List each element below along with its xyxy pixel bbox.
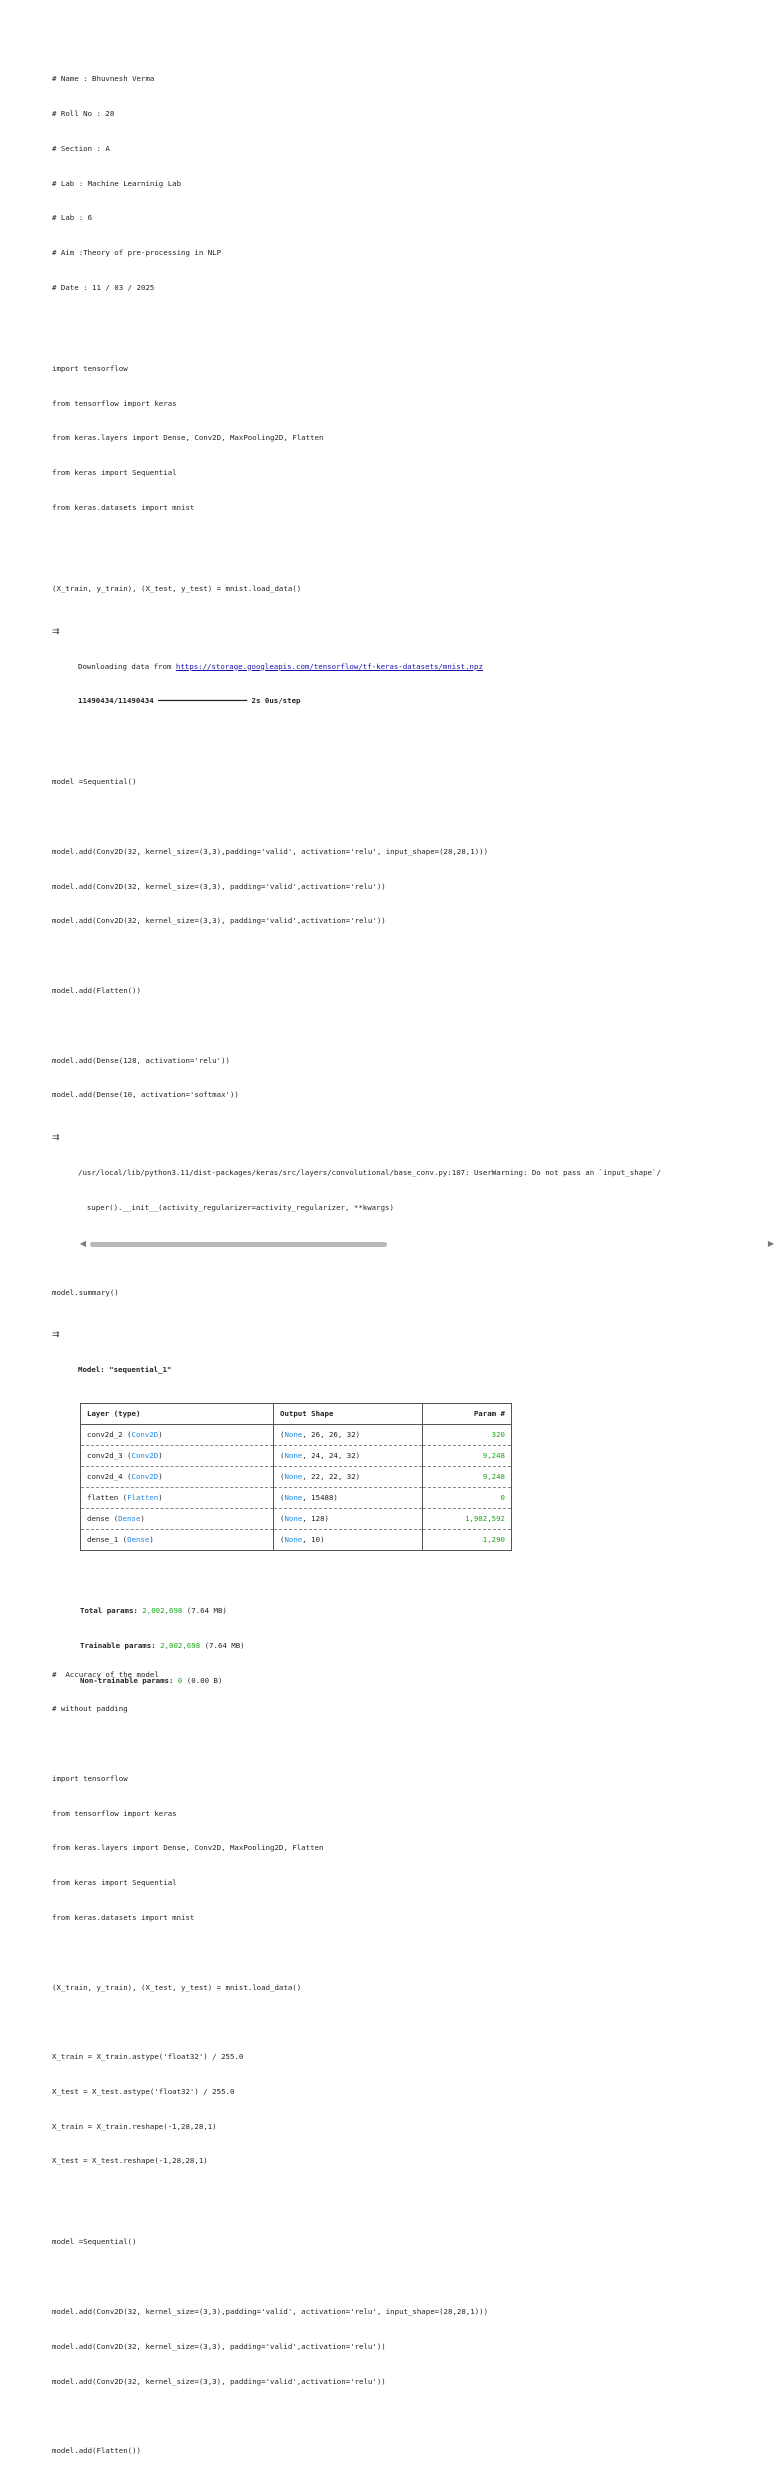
code-line: # Lab : Machine Learninig Lab <box>52 178 182 188</box>
total-params: Total params: 2,002,698 (7.64 MB) <box>80 1606 227 1616</box>
code-line: X_train = X_train.reshape(-1,28,28,1) <box>52 2121 217 2131</box>
code-line: X_test = X_test.reshape(-1,28,28,1) <box>52 2156 208 2166</box>
code-cell-imports[interactable] <box>52 340 742 537</box>
table-row: dense (Dense) (None, 128) 1,982,592 <box>81 1508 512 1529</box>
scroll-right-arrow-icon[interactable]: ▶ <box>767 1239 775 1249</box>
code-line: (X_train, y_train), (X_test, y_test) = mnist.load_data() <box>52 583 302 593</box>
code-line: from tensorflow import keras <box>52 1808 177 1818</box>
non-trainable-params: Non-trainable params: 0 (0.00 B) <box>80 1675 223 1685</box>
model-summary-table <box>80 1403 512 1551</box>
table-row: dense_1 (Dense) (None, 10) 1,290 <box>81 1529 512 1550</box>
code-cell-load-data[interactable] <box>52 560 742 618</box>
code-line: from keras.datasets import mnist <box>52 1912 195 1922</box>
code-cell-imports-2[interactable] <box>52 1750 742 2191</box>
code-line: from tensorflow import keras <box>52 398 177 408</box>
code-line: from keras.layers import Dense, Conv2D, MaxPooling2D, Flatten <box>52 433 324 443</box>
summary-title: Model: "sequential_1" <box>78 1365 172 1375</box>
code-line: model =Sequential() <box>52 2237 137 2247</box>
code-line: # Name : Bhuvnesh Verma <box>52 74 155 84</box>
code-line: from keras.layers import Dense, Conv2D, MaxPooling2D, Flatten <box>52 1843 324 1853</box>
warning-output <box>52 1132 742 1236</box>
code-line: model.add(Conv2D(32, kernel_size=(3,3),padding='valid', activation='relu', input_shape=(28,28,1))) <box>52 2306 489 2316</box>
output-icon[interactable]: ⇉ <box>52 626 60 637</box>
scroll-thumb[interactable] <box>90 1242 387 1247</box>
notebook-page <box>52 50 775 2480</box>
code-line: # Date : 11 / 03 / 2025 <box>52 282 155 292</box>
code-line: # Roll No : 28 <box>52 108 115 118</box>
code-line: X_train = X_train.astype('float32') / 255.0 <box>52 2052 244 2062</box>
code-cell-summary[interactable] <box>52 1263 742 1321</box>
code-line: import tensorflow <box>52 363 128 373</box>
column-header: Output Shape <box>274 1403 423 1424</box>
output-icon[interactable]: ⇉ <box>52 1133 60 1144</box>
code-line: from keras import Sequential <box>52 468 177 478</box>
code-cell-model-2[interactable] <box>52 2213 742 2480</box>
header-comments <box>52 50 742 317</box>
code-line: model.add(Conv2D(32, kernel_size=(3,3), padding='valid',activation='relu')) <box>52 881 386 891</box>
output-icon[interactable]: ⇉ <box>52 1330 60 1341</box>
horizontal-scrollbar[interactable] <box>78 1239 776 1249</box>
warning-line: /usr/local/lib/python3.11/dist-packages/keras/src/layers/convolutional/base_conv.py:107: UserWarning: Do not pass an `input_shape`/ <box>78 1167 661 1177</box>
code-line: model.add(Conv2D(32, kernel_size=(3,3), padding='valid',activation='relu')) <box>52 916 386 926</box>
scroll-left-arrow-icon[interactable]: ◀ <box>79 1239 87 1249</box>
code-line: # Section : A <box>52 143 110 153</box>
code-line: X_test = X_test.astype('float32') / 255.0 <box>52 2086 235 2096</box>
code-line: import tensorflow <box>52 1773 128 1783</box>
scroll-track[interactable] <box>90 1242 764 1247</box>
code-line: model.add(Conv2D(32, kernel_size=(3,3), padding='valid',activation='relu')) <box>52 2341 386 2351</box>
code-line: # Lab : 6 <box>52 213 93 223</box>
code-line: model.add(Flatten()) <box>52 985 141 995</box>
code-line: model.add(Dense(10, activation='softmax')) <box>52 1090 239 1100</box>
code-line: model.add(Conv2D(32, kernel_size=(3,3),padding='valid', activation='relu', input_shape=(28,28,1))) <box>52 846 489 856</box>
code-line: from keras.datasets import mnist <box>52 502 195 512</box>
table-header-row <box>81 1403 512 1424</box>
code-line: model.summary() <box>52 1287 119 1297</box>
download-line: Downloading data from https://storage.googleapis.com/tensorflow/tf-keras-datasets/mnist.npz <box>78 661 483 671</box>
table-row: conv2d_4 (Conv2D) (None, 22, 22, 32) 9,248 <box>81 1466 512 1487</box>
code-line: # without padding <box>52 1704 128 1714</box>
warning-line: super().__init__(activity_regularizer=activity_regularizer, **kwargs) <box>78 1202 394 1212</box>
download-output <box>52 626 742 730</box>
code-line: # Aim :Theory of pre-processing in NLP <box>52 248 222 258</box>
download-progress: 11490434/11490434 ━━━━━━━━━━━━━━━━━━━━ 2s 0us/step <box>78 696 301 706</box>
dataset-link[interactable]: https://storage.googleapis.com/tensorflow/tf-keras-datasets/mnist.npz <box>175 661 483 671</box>
code-line: model.add(Conv2D(32, kernel_size=(3,3), padding='valid',activation='relu')) <box>52 2376 386 2386</box>
code-line: model.add(Flatten()) <box>52 2446 141 2456</box>
table-row: flatten (Flatten) (None, 15488) 0 <box>81 1487 512 1508</box>
column-header: Layer (type) <box>81 1403 274 1424</box>
table-row: conv2d_2 (Conv2D) (None, 26, 26, 32) 320 <box>81 1424 512 1445</box>
trainable-params: Trainable params: 2,002,698 (7.64 MB) <box>80 1641 245 1651</box>
code-line: # Accuracy of the model <box>52 1669 159 1679</box>
code-line: from keras import Sequential <box>52 1878 177 1888</box>
code-cell-model[interactable] <box>52 753 742 1124</box>
code-line: model =Sequential() <box>52 777 137 787</box>
column-header: Param # <box>423 1403 512 1424</box>
table-row: conv2d_3 (Conv2D) (None, 24, 24, 32) 9,248 <box>81 1445 512 1466</box>
code-line: model.add(Dense(128, activation='relu')) <box>52 1055 230 1065</box>
code-line: (X_train, y_train), (X_test, y_test) = mnist.load_data() <box>52 1982 302 1992</box>
